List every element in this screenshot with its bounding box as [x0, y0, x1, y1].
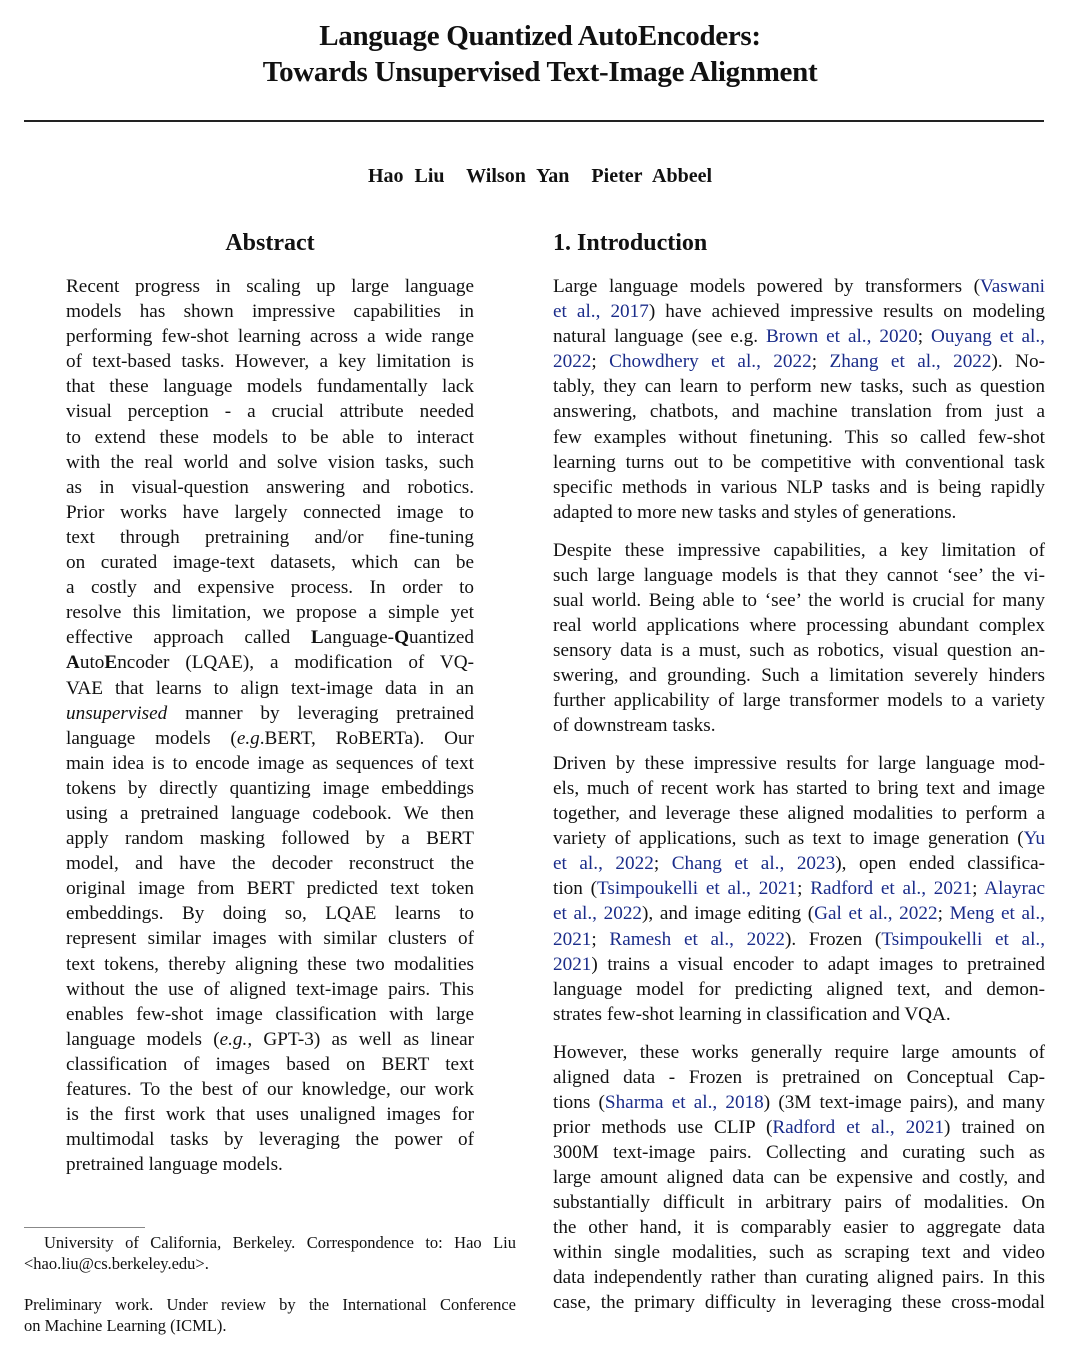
- intro-line: large amount aligned data can be expensive and costly, and: [553, 1166, 1045, 1188]
- footnote-divider: [24, 1227, 145, 1228]
- text-run: ;: [797, 878, 811, 900]
- intro-line: learning turns out to be competitive with conventional task: [553, 451, 1045, 473]
- introduction-heading: 1. Introduction: [553, 230, 708, 256]
- citation-link[interactable]: Ramesh et al., 2022: [609, 928, 786, 950]
- intro-line: adapted to more new tasks and styles of generations.: [553, 501, 957, 523]
- text-run: ;: [653, 853, 672, 875]
- abstract-line: without the use of aligned text-image pairs. This: [66, 978, 474, 1000]
- paragraph-gap: [553, 1027, 1045, 1040]
- text-run: ;: [591, 351, 610, 373]
- abstract-line: Recent progress in scaling up large language: [66, 276, 474, 297]
- abstract-line: that these language models fundamentally lack: [66, 376, 474, 398]
- abstract-line: [66, 650, 474, 675]
- text-run: ;: [811, 351, 830, 373]
- title-divider: [24, 120, 1044, 122]
- abstract-line: text through pretraining and/or fine-tuning: [66, 526, 474, 548]
- abstract-line: multimodal tasks by leveraging the power of: [66, 1129, 474, 1151]
- abstract-line: models has shown impressive capabilities in: [66, 301, 474, 323]
- abstract-section: [66, 228, 474, 1177]
- citation-link[interactable]: Radford et al., 2021: [772, 1116, 945, 1138]
- abstract-line: main idea is to encode image as sequences of text: [66, 752, 474, 774]
- abstract-line: features. To the best of our knowledge, our work: [66, 1079, 474, 1100]
- intro-line: the other hand, it is comparably easier to aggregate data: [553, 1217, 1045, 1239]
- text-run: ncoder (LQAE), a modification of VQ-: [117, 652, 474, 674]
- text-run: .BERT, RoBERTa). Our: [259, 727, 474, 749]
- intro-line: [553, 324, 1045, 349]
- intro-line: tably, they can learn to perform new tasks, such as question: [553, 376, 1045, 398]
- abstract-line: performing few-shot learning across a wide range: [66, 326, 474, 348]
- intro-line: answering, chatbots, and machine translation from just a: [553, 401, 1045, 423]
- intro-line: [553, 927, 1045, 952]
- bold-initial: E: [104, 652, 118, 674]
- emphasis: e.g.: [219, 1028, 248, 1050]
- intro-line: [553, 851, 1045, 876]
- paper-title-line-2: Towards Unsupervised Text-Image Alignment: [262, 56, 818, 88]
- abstract-line: VAE that learns to align text-image data in an: [66, 677, 474, 699]
- bold-initial: L: [310, 627, 324, 649]
- abstract-line: original image from BERT predicted text token: [66, 878, 474, 900]
- citation-link[interactable]: Yu: [1023, 828, 1045, 850]
- intro-line: of downstream tasks.: [553, 715, 716, 737]
- intro-line: case, the primary difficulty in leveraging these cross-modal: [553, 1292, 1045, 1314]
- abstract-line: tokens by directly quantizing image embeddings: [66, 777, 474, 799]
- text-run: ) have achieved impressive results on modeling: [648, 301, 1045, 323]
- intro-line: within single modalities, such as scraping text and video: [553, 1242, 1045, 1264]
- intro-line: [553, 876, 1045, 901]
- affiliation-footnote: [24, 1232, 516, 1274]
- paper-title-line-1: Language Quantized AutoEncoders:: [319, 20, 761, 52]
- intro-line: [553, 349, 1045, 374]
- intro-line: 300M text-image pairs. Collecting and curating such as: [553, 1141, 1045, 1163]
- preliminary-line: Preliminary work. Under review by the International Conference: [24, 1295, 516, 1314]
- text-run: ;: [591, 928, 610, 950]
- emphasis: e.g: [236, 727, 260, 749]
- abstract-line: with the real world and solve vision tasks, such: [66, 451, 474, 473]
- citation-link[interactable]: Ouyang et al.,: [931, 326, 1045, 348]
- text-run: ;: [917, 326, 932, 348]
- text-run: effective approach called: [66, 627, 311, 649]
- abstract-line: as in visual-question answering and robotics.: [66, 476, 474, 498]
- intro-line: However, these works generally require large amounts of: [553, 1041, 1045, 1063]
- introduction-body: [553, 274, 1045, 1316]
- intro-line: [553, 299, 1045, 324]
- text-run: tion (: [553, 878, 598, 900]
- abstract-line: represent similar images with similar clusters of: [66, 928, 474, 950]
- citation-link[interactable]: et al., 2017: [553, 301, 649, 323]
- text-run: variety of applications, such as text to image generation (: [553, 828, 1024, 850]
- text-run: ), open ended classifica-: [835, 853, 1045, 875]
- abstract-body: [66, 274, 474, 1177]
- intro-line: together, and leverage these aligned modalities to perform a: [553, 803, 1045, 825]
- intro-line: [553, 274, 1045, 299]
- text-run: uantized: [409, 627, 474, 649]
- abstract-line: to extend these models to be able to interact: [66, 426, 474, 448]
- intro-line: data independently rather than curating aligned pairs. In this: [553, 1267, 1045, 1289]
- intro-line: specific methods in various NLP tasks and is being rapidly: [553, 476, 1045, 498]
- abstract-heading: Abstract: [225, 230, 315, 256]
- citation-link[interactable]: Radford et al., 2021: [810, 878, 973, 900]
- text-run: Large language models powered by transformers (: [553, 276, 980, 297]
- text-run: ;: [972, 878, 985, 900]
- abstract-line: is the first work that uses unaligned images for: [66, 1104, 474, 1126]
- text-run: ) (3M text-image pairs), and many: [763, 1091, 1045, 1113]
- abstract-line: [66, 726, 474, 751]
- citation-link[interactable]: et al., 2022: [553, 853, 654, 875]
- text-run: language models (: [66, 727, 237, 749]
- citation-link[interactable]: Meng et al.,: [949, 903, 1045, 925]
- citation-link[interactable]: Alayrac: [984, 878, 1045, 900]
- intro-line: strates few-shot learning in classification and VQA.: [553, 1003, 951, 1025]
- text-run: prior methods use CLIP (: [553, 1116, 773, 1138]
- intro-line: such large language models is that they cannot ‘see’ the vi-: [553, 564, 1045, 586]
- intro-line: real world applications where processing abundant complex: [553, 614, 1045, 636]
- abstract-line: apply random masking followed by a BERT: [66, 828, 474, 850]
- intro-line: swering, and grounding. Such a limitation severely hinders: [553, 665, 1045, 686]
- abstract-line: embeddings. By doing so, LQAE learns to: [66, 903, 474, 925]
- intro-line: [553, 952, 1045, 977]
- citation-link[interactable]: Chang et al., 2023: [671, 853, 836, 875]
- text-run: , GPT-3) as well as linear: [247, 1028, 474, 1050]
- text-run: ). No-: [991, 351, 1045, 373]
- introduction-section: [553, 228, 1045, 1316]
- citation-link[interactable]: Brown et al., 2020: [765, 326, 918, 348]
- text-run: ). Frozen (: [785, 928, 882, 950]
- abstract-line: pretrained language models.: [66, 1154, 283, 1176]
- paragraph-gap: [553, 738, 1045, 751]
- citation-link[interactable]: Vaswani: [979, 276, 1045, 297]
- abstract-line: [66, 701, 474, 726]
- intro-line: few examples without finetuning. This so called few-shot: [553, 426, 1045, 448]
- abstract-line: text tokens, thereby aligning these two modalities: [66, 953, 474, 975]
- citation-link[interactable]: Zhang et al., 2022: [829, 351, 992, 373]
- text-run: ), and image editing (: [642, 903, 815, 925]
- abstract-line: classification of images based on BERT text: [66, 1053, 474, 1075]
- intro-line: els, much of recent work has started to bring text and image: [553, 777, 1045, 799]
- text-run: natural language (see e.g.: [553, 326, 766, 348]
- author-list: Hao Liu Wilson Yan Pieter Abbeel: [367, 165, 713, 187]
- text-run: language models (: [66, 1028, 220, 1050]
- text-run: uto: [79, 652, 105, 674]
- citation-link[interactable]: Sharma et al., 2018: [604, 1091, 764, 1113]
- abstract-line: enables few-shot image classification with large: [66, 1003, 474, 1025]
- intro-line: [553, 826, 1045, 851]
- intro-line: language model for predicting aligned text, and demon-: [553, 978, 1045, 1000]
- citation-link[interactable]: 2021: [553, 953, 592, 975]
- abstract-line: [66, 1027, 474, 1052]
- affiliation-line: University of California, Berkeley. Correspondence to: Hao Liu: [44, 1233, 516, 1252]
- correspondence-email: <hao.liu@cs.berkeley.edu>.: [24, 1254, 209, 1273]
- abstract-line: on curated image-text datasets, which can be: [66, 552, 474, 574]
- text-run: anguage-: [323, 627, 395, 649]
- abstract-line: of text-based tasks. However, a key limitation is: [66, 351, 474, 373]
- bold-initial: Q: [394, 627, 409, 649]
- citation-link[interactable]: Chowdhery et al., 2022: [609, 351, 812, 373]
- intro-line: sual world. Being able to ‘see’ the world is crucial for many: [553, 589, 1045, 611]
- intro-line: aligned data - Frozen is pretrained on Conceptual Cap-: [553, 1066, 1045, 1088]
- text-run: ) trained on: [944, 1116, 1045, 1138]
- preliminary-footnote: [24, 1294, 516, 1336]
- abstract-line: Prior works have largely connected image to: [66, 501, 474, 523]
- abstract-line: a costly and expensive process. In order to: [66, 577, 474, 599]
- citation-link[interactable]: Tsimpoukelli et al.,: [881, 928, 1046, 950]
- text-run: ) trains a visual encoder to adapt images to pretrained: [591, 953, 1045, 975]
- intro-line: Driven by these impressive results for large language mod-: [553, 752, 1045, 774]
- abstract-line: model, and have the decoder reconstruct the: [66, 853, 474, 875]
- citation-link[interactable]: 2021: [553, 928, 592, 950]
- intro-line: further applicability of large transformer models to a variety: [553, 690, 1045, 712]
- citation-link[interactable]: et al., 2022: [553, 903, 643, 925]
- bold-initial: A: [66, 652, 80, 674]
- citation-link[interactable]: 2022: [553, 351, 592, 373]
- preliminary-line: on Machine Learning (ICML).: [24, 1316, 227, 1335]
- intro-line: [553, 901, 1045, 926]
- abstract-line: resolve this limitation, we propose a simple yet: [66, 602, 474, 624]
- citation-link[interactable]: Tsimpoukelli et al., 2021: [597, 878, 798, 900]
- text-run: tions (: [553, 1091, 605, 1113]
- abstract-line: [66, 625, 474, 650]
- intro-line: sensory data is a must, such as robotics, visual question an-: [553, 639, 1045, 661]
- intro-line: Despite these impressive capabilities, a key limitation of: [553, 539, 1045, 561]
- text-run: manner by leveraging pretrained: [167, 702, 474, 724]
- abstract-line: using a pretrained language codebook. We then: [66, 802, 474, 824]
- emphasis: unsupervised: [66, 702, 168, 724]
- intro-line: [553, 1090, 1045, 1115]
- intro-line: substantially difficult in arbitrary pairs of modalities. On: [553, 1192, 1045, 1214]
- citation-link[interactable]: Gal et al., 2022: [814, 903, 938, 925]
- intro-line: [553, 1115, 1045, 1140]
- abstract-line: visual perception - a crucial attribute needed: [66, 401, 474, 423]
- text-run: ;: [937, 903, 950, 925]
- paragraph-gap: [553, 525, 1045, 538]
